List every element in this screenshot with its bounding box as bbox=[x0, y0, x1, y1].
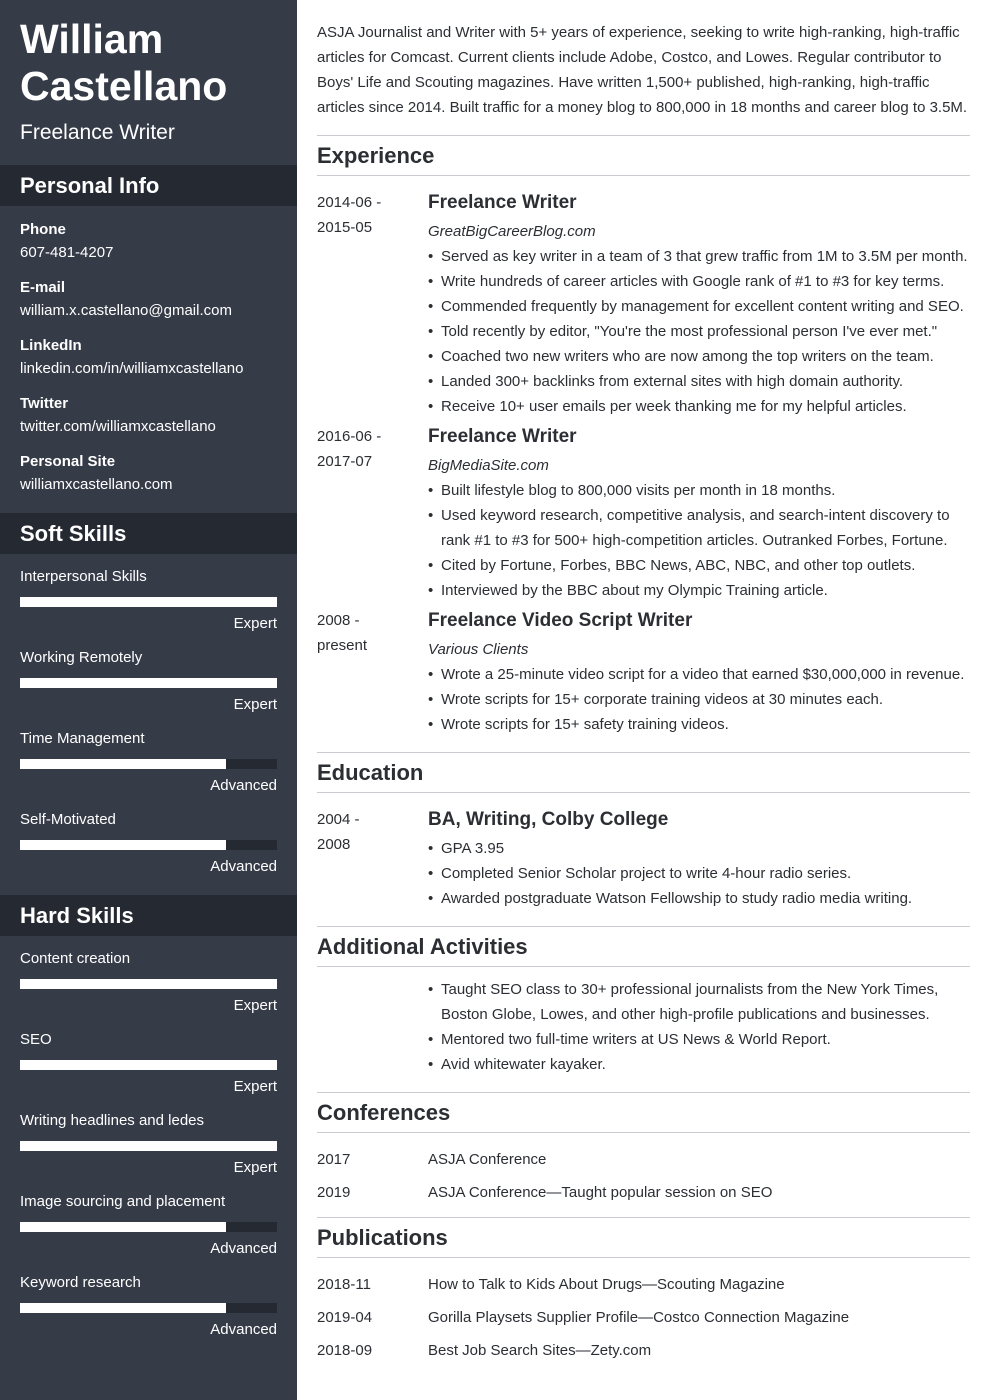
skill-name: SEO bbox=[20, 1031, 52, 1048]
skill-item bbox=[20, 728, 277, 809]
bullet-item: • Served as key writer in a team of 3 that grew traffic from 1M to 3.5M per month. bbox=[428, 244, 970, 269]
skill-name: Content creation bbox=[20, 950, 131, 967]
skill-bar bbox=[20, 979, 277, 989]
info-label: Twitter bbox=[20, 395, 69, 412]
employer: BigMediaSite.com bbox=[428, 457, 549, 474]
skill-bar-fill bbox=[20, 840, 226, 850]
experience-heading: Experience bbox=[317, 136, 970, 176]
publication-date: 2018-11 bbox=[317, 1276, 371, 1293]
experience-section bbox=[317, 135, 970, 737]
date-start: 2016-06 - bbox=[317, 428, 382, 445]
skill-level: Advanced bbox=[210, 777, 277, 794]
publication-row bbox=[317, 1305, 970, 1330]
conference-year: 2019 bbox=[317, 1184, 351, 1201]
skill-bar-fill bbox=[20, 1141, 277, 1151]
main-content bbox=[317, 0, 970, 1371]
conference-name: ASJA Conference bbox=[428, 1151, 547, 1168]
skill-bar bbox=[20, 1060, 277, 1070]
bullet-item: • Wrote scripts for 15+ safety training videos. bbox=[428, 712, 970, 737]
conference-row bbox=[317, 1180, 970, 1205]
skill-bar-fill bbox=[20, 597, 277, 607]
publication-title: Best Job Search Sites—Zety.com bbox=[428, 1342, 652, 1359]
info-item-phone bbox=[20, 218, 277, 264]
activities-section bbox=[317, 926, 970, 1077]
experience-entry bbox=[317, 190, 970, 419]
linkedin-value: linkedin.com/in/williamxcastellano bbox=[20, 360, 244, 377]
skill-bar bbox=[20, 1141, 277, 1151]
skill-bar-fill bbox=[20, 1222, 226, 1232]
skill-bar bbox=[20, 1222, 277, 1232]
education-heading: Education bbox=[317, 753, 970, 793]
bullet-item: • Mentored two full-time writers at US News & World Report. bbox=[428, 1027, 970, 1052]
skill-bar-fill bbox=[20, 979, 277, 989]
skill-bar-fill bbox=[20, 678, 277, 688]
hard-skills-list bbox=[0, 936, 297, 1353]
bullet-list bbox=[428, 977, 970, 1077]
candidate-name bbox=[20, 16, 277, 110]
skill-name: Interpersonal Skills bbox=[20, 568, 147, 585]
bullet-item: • Wrote scripts for 15+ corporate training videos at 30 minutes each. bbox=[428, 687, 970, 712]
bullet-list bbox=[428, 478, 970, 603]
conferences-section bbox=[317, 1092, 970, 1217]
sidebar bbox=[0, 0, 297, 1400]
job-title: Freelance Writer bbox=[428, 192, 577, 213]
info-label: Phone bbox=[20, 221, 66, 238]
publication-row bbox=[317, 1272, 970, 1297]
education-entry bbox=[317, 807, 970, 911]
conferences-heading: Conferences bbox=[317, 1093, 970, 1133]
entry-body bbox=[428, 807, 970, 911]
job-title: Freelance Writer bbox=[428, 426, 577, 447]
job-title: Freelance Video Script Writer bbox=[428, 610, 693, 631]
skill-item bbox=[20, 1110, 277, 1191]
employer: GreatBigCareerBlog.com bbox=[428, 223, 596, 240]
activities-heading: Additional Activities bbox=[317, 927, 970, 967]
skill-item bbox=[20, 948, 277, 1029]
date-start: 2014-06 - bbox=[317, 194, 382, 211]
skill-level: Expert bbox=[233, 1159, 277, 1176]
skill-bar-fill bbox=[20, 759, 226, 769]
experience-entry bbox=[317, 608, 970, 737]
bullet-item: • Write hundreds of career articles with Google rank of #1 to #3 for key terms. bbox=[428, 269, 970, 294]
bullet-list bbox=[428, 836, 970, 911]
conference-year: 2017 bbox=[317, 1151, 351, 1168]
bullet-item: • Coached two new writers who are now among the top writers on the team. bbox=[428, 344, 970, 369]
phone-value: 607-481-4207 bbox=[20, 244, 114, 261]
skill-level: Expert bbox=[233, 997, 277, 1014]
skill-bar-fill bbox=[20, 1303, 226, 1313]
experience-entry bbox=[317, 424, 970, 603]
name-line-1: William bbox=[20, 16, 164, 62]
entry-body bbox=[428, 608, 970, 737]
skill-bar-fill bbox=[20, 1060, 277, 1070]
publication-date: 2019-04 bbox=[317, 1309, 373, 1326]
publication-date: 2018-09 bbox=[317, 1342, 373, 1359]
skill-bar bbox=[20, 759, 277, 769]
bullet-item: • Receive 10+ user emails per week thanking me for my helpful articles. bbox=[428, 394, 970, 419]
activities-entry bbox=[317, 977, 970, 1077]
hard-skills-heading: Hard Skills bbox=[0, 895, 297, 936]
bullet-item: • Interviewed by the BBC about my Olympic Training article. bbox=[428, 578, 970, 603]
publication-title: How to Talk to Kids About Drugs—Scouting Magazine bbox=[428, 1276, 785, 1293]
education-section bbox=[317, 752, 970, 911]
degree-title: BA, Writing, Colby College bbox=[428, 809, 669, 830]
skill-name: Keyword research bbox=[20, 1274, 141, 1291]
date-end: 2008 bbox=[317, 836, 351, 853]
email-value: william.x.castellano@gmail.com bbox=[20, 302, 232, 319]
entry-date bbox=[317, 807, 428, 911]
info-item-linkedin bbox=[20, 334, 277, 380]
bullet-item: • Avid whitewater kayaker. bbox=[428, 1052, 970, 1077]
entry-date bbox=[317, 190, 428, 419]
info-label: E-mail bbox=[20, 279, 66, 296]
skill-item bbox=[20, 1272, 277, 1353]
entry-date bbox=[317, 977, 428, 1077]
bullet-item: • Built lifestyle blog to 800,000 visits per month in 18 months. bbox=[428, 478, 970, 503]
skill-bar bbox=[20, 1303, 277, 1313]
bullet-item: • Landed 300+ backlinks from external sites with high domain authority. bbox=[428, 369, 970, 394]
skill-name: Working Remotely bbox=[20, 649, 143, 666]
summary-text: ASJA Journalist and Writer with 5+ years of experience, seeking to write high-ranking, high-traffic articles for Comcast. Current clients include Adobe, Costco, and Lowes. Regular contributor to Boys' Life and Scouting magazines. Have written 1,500+ published, high-ranking, high-traffic articles since 2014. Built traffic for a money blog to 800,000 in 18 months and career blog to 3.5M. bbox=[317, 24, 968, 116]
soft-skills-heading: Soft Skills bbox=[0, 513, 297, 554]
publications-section bbox=[317, 1217, 970, 1363]
skill-item bbox=[20, 1029, 277, 1110]
bullet-item: • Told recently by editor, "You're the most professional person I've ever met." bbox=[428, 319, 970, 344]
info-label: Personal Site bbox=[20, 453, 116, 470]
skill-name: Time Management bbox=[20, 730, 145, 747]
personal-info-heading: Personal Info bbox=[0, 165, 297, 206]
conference-name: ASJA Conference—Taught popular session on SEO bbox=[428, 1184, 773, 1201]
skill-level: Expert bbox=[233, 1078, 277, 1095]
info-item-email bbox=[20, 276, 277, 322]
bullet-item: • GPA 3.95 bbox=[428, 836, 970, 861]
entry-date bbox=[317, 424, 428, 603]
bullet-item: • Cited by Fortune, Forbes, BBC News, ABC, NBC, and other top outlets. bbox=[428, 553, 970, 578]
bullet-item: • Awarded postgraduate Watson Fellowship to study radio media writing. bbox=[428, 886, 970, 911]
entry-date bbox=[317, 608, 428, 737]
skill-level: Expert bbox=[233, 696, 277, 713]
bullet-item: • Completed Senior Scholar project to write 4-hour radio series. bbox=[428, 861, 970, 886]
info-item-site bbox=[20, 450, 277, 496]
entry-body bbox=[428, 424, 970, 603]
entry-body bbox=[428, 190, 970, 419]
name-line-2: Castellano bbox=[20, 63, 228, 109]
publications-heading: Publications bbox=[317, 1218, 970, 1258]
date-end: present bbox=[317, 637, 368, 654]
personal-info-list bbox=[0, 206, 297, 513]
info-item-twitter bbox=[20, 392, 277, 438]
skill-name: Writing headlines and ledes bbox=[20, 1112, 205, 1129]
bullet-item: • Taught SEO class to 30+ professional journalists from the New York Times, Boston Globe, Lowes, and other high-profile publications and businesses. bbox=[428, 977, 970, 1027]
publication-row bbox=[317, 1338, 970, 1363]
conference-row bbox=[317, 1147, 970, 1172]
bullet-item: • Wrote a 25-minute video script for a video that earned $30,000,000 in revenue. bbox=[428, 662, 970, 687]
soft-skills-list bbox=[0, 554, 297, 895]
skill-name: Image sourcing and placement bbox=[20, 1193, 226, 1210]
bullet-list bbox=[428, 244, 970, 419]
bullet-list bbox=[428, 662, 970, 737]
skill-level: Advanced bbox=[210, 1321, 277, 1338]
employer: Various Clients bbox=[428, 641, 529, 658]
skill-item bbox=[20, 809, 277, 890]
skill-level: Expert bbox=[233, 615, 277, 632]
date-end: 2017-07 bbox=[317, 453, 373, 470]
candidate-title: Freelance Writer bbox=[20, 121, 175, 144]
date-start: 2008 - bbox=[317, 612, 360, 629]
sidebar-header bbox=[0, 0, 297, 165]
date-end: 2015-05 bbox=[317, 219, 373, 236]
date-start: 2004 - bbox=[317, 811, 360, 828]
skill-item bbox=[20, 566, 277, 647]
info-label: LinkedIn bbox=[20, 337, 82, 354]
publication-title: Gorilla Playsets Supplier Profile—Costco Connection Magazine bbox=[428, 1309, 850, 1326]
skill-level: Advanced bbox=[210, 858, 277, 875]
skill-name: Self-Motivated bbox=[20, 811, 116, 828]
skill-bar bbox=[20, 678, 277, 688]
skill-item bbox=[20, 1191, 277, 1272]
bullet-item: • Used keyword research, competitive analysis, and search-intent discovery to rank #1 to #3 for 500+ high-competition articles. Outranked Forbes, Fortune. bbox=[428, 503, 970, 553]
skill-bar bbox=[20, 597, 277, 607]
bullet-item: • Commended frequently by management for excellent content writing and SEO. bbox=[428, 294, 970, 319]
skill-level: Advanced bbox=[210, 1240, 277, 1257]
entry-body bbox=[428, 977, 970, 1077]
site-value: williamxcastellano.com bbox=[20, 476, 173, 493]
skill-item bbox=[20, 647, 277, 728]
twitter-value: twitter.com/williamxcastellano bbox=[20, 418, 216, 435]
skill-bar bbox=[20, 840, 277, 850]
